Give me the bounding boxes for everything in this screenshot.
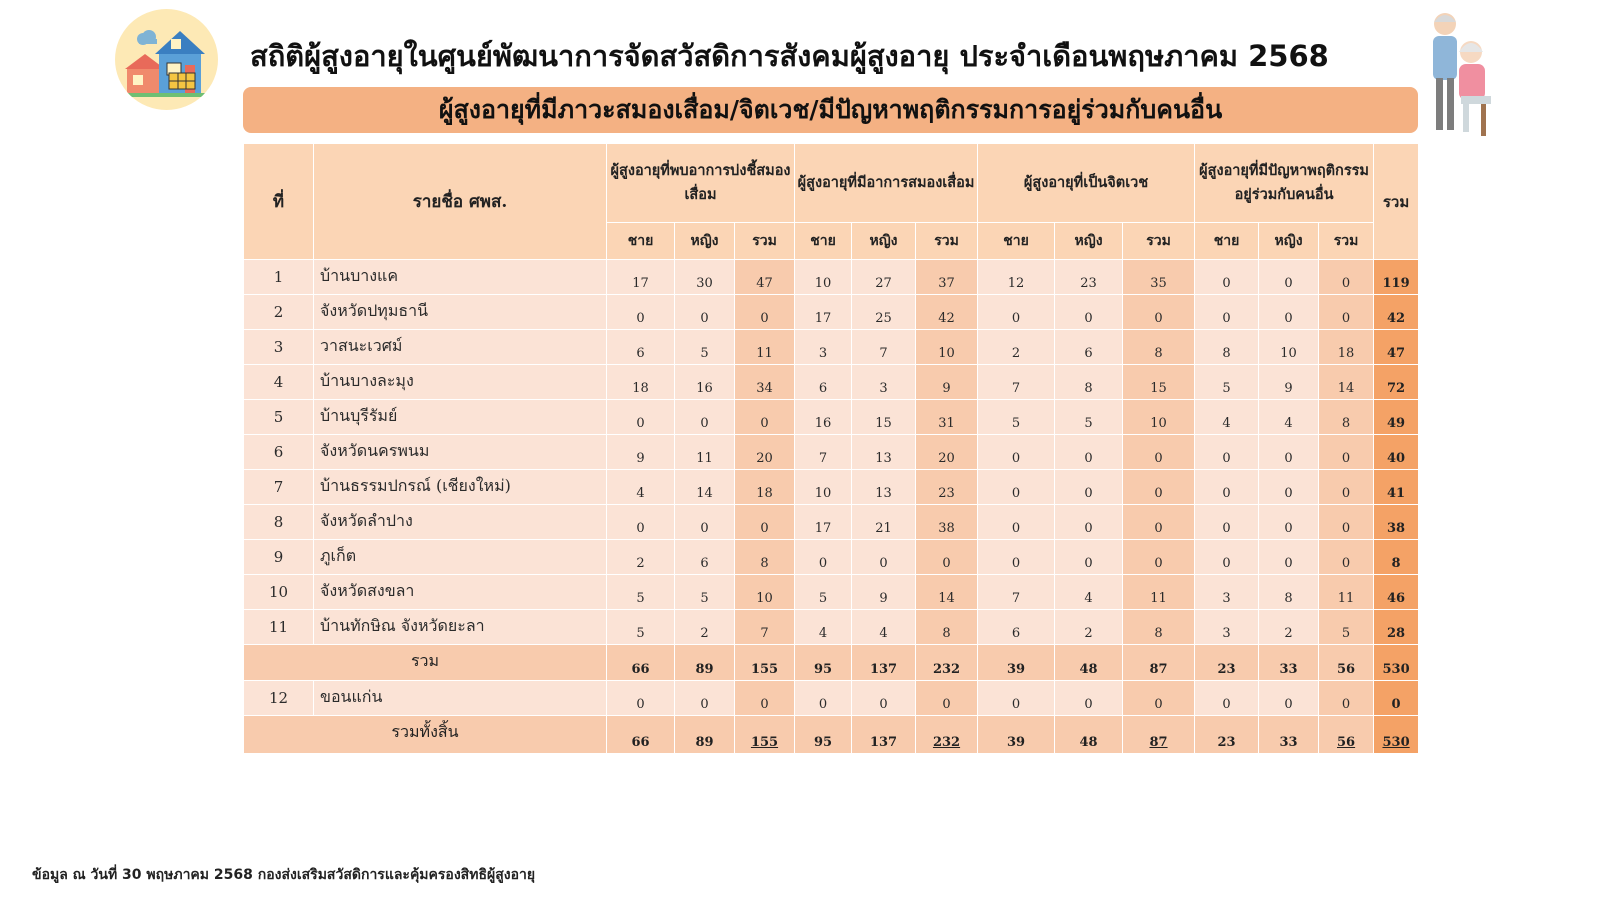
row-total: 40	[1374, 435, 1419, 470]
subheader-sum: รวม	[1319, 223, 1374, 260]
house-logo-icon	[115, 9, 218, 110]
row-value: 8	[1123, 330, 1195, 365]
row-value: 47	[735, 260, 795, 295]
row-value: 0	[1055, 295, 1123, 330]
row-index: 4	[244, 365, 314, 400]
table-row	[244, 330, 1419, 365]
row-value: 0	[607, 681, 675, 716]
row-index: 1	[244, 260, 314, 295]
row-value: 9	[1259, 365, 1319, 400]
table-row	[244, 260, 1419, 295]
row-value: 4	[607, 470, 675, 505]
grand-total-row-value: 232	[916, 716, 978, 754]
row-value: 0	[675, 505, 735, 540]
row-value: 0	[1319, 470, 1374, 505]
row-value: 15	[852, 400, 916, 435]
row-value: 11	[1319, 575, 1374, 610]
row-value: 18	[607, 365, 675, 400]
row-value: 20	[916, 435, 978, 470]
row-value: 2	[607, 540, 675, 575]
row-index: 8	[244, 505, 314, 540]
row-value: 0	[1319, 505, 1374, 540]
row-value: 2	[978, 330, 1055, 365]
row-value: 7	[852, 330, 916, 365]
row-value: 7	[795, 435, 852, 470]
subtotal-row-value: 87	[1123, 645, 1195, 681]
subtotal-row-total: 530	[1374, 645, 1419, 681]
row-value: 8	[735, 540, 795, 575]
row-value: 0	[1123, 470, 1195, 505]
row-index: 10	[244, 575, 314, 610]
row-value: 4	[1055, 575, 1123, 610]
elderly-couple-icon	[1425, 8, 1497, 142]
subtotal-row-value: 95	[795, 645, 852, 681]
row-value: 0	[1195, 435, 1259, 470]
row-value: 0	[607, 505, 675, 540]
row-value: 18	[1319, 330, 1374, 365]
grand-total-row-value: 56	[1319, 716, 1374, 754]
subheader-female: หญิง	[852, 223, 916, 260]
row-total: 47	[1374, 330, 1419, 365]
row-value: 0	[795, 681, 852, 716]
subheader-male: ชาย	[607, 223, 675, 260]
row-value: 0	[735, 505, 795, 540]
row-total: 42	[1374, 295, 1419, 330]
table-row	[244, 505, 1419, 540]
row-value: 9	[916, 365, 978, 400]
row-total: 49	[1374, 400, 1419, 435]
grand-total-row	[244, 716, 1419, 754]
table-row	[244, 295, 1419, 330]
row-value: 0	[1195, 260, 1259, 295]
subheader-sum: รวม	[916, 223, 978, 260]
row-name: วาสนะเวศม์	[314, 330, 607, 365]
grand-total-row-total: 530	[1374, 716, 1419, 754]
row-value: 0	[1319, 295, 1374, 330]
group-header-psychiatric: ผู้สูงอายุที่เป็นจิตเวช	[978, 144, 1195, 223]
subheader-male: ชาย	[795, 223, 852, 260]
row-value: 6	[795, 365, 852, 400]
table-row	[244, 575, 1419, 610]
row-name: จังหวัดลำปาง	[314, 505, 607, 540]
row-value: 0	[1319, 260, 1374, 295]
grand-total-row-value: 39	[978, 716, 1055, 754]
row-value: 0	[1195, 470, 1259, 505]
table-row	[244, 470, 1419, 505]
subtotal-row-value: 232	[916, 645, 978, 681]
subtitle-banner: ผู้สูงอายุที่มีภาวะสมองเสื่อม/จิตเวช/มีปัญหาพฤติกรรมการอยู่ร่วมกับคนอื่น	[243, 87, 1418, 133]
row-name: บ้านบางละมุง	[314, 365, 607, 400]
grand-total-row-value: 48	[1055, 716, 1123, 754]
row-index: 7	[244, 470, 314, 505]
row-value: 0	[978, 470, 1055, 505]
row-value: 2	[1055, 610, 1123, 645]
grand-total-row-value: 23	[1195, 716, 1259, 754]
row-value: 5	[1319, 610, 1374, 645]
row-value: 6	[1055, 330, 1123, 365]
row-value: 0	[978, 540, 1055, 575]
row-value: 0	[607, 400, 675, 435]
row-value: 12	[978, 260, 1055, 295]
row-value: 7	[978, 575, 1055, 610]
row-value: 0	[1259, 540, 1319, 575]
row-value: 5	[675, 575, 735, 610]
row-index: 5	[244, 400, 314, 435]
row-value: 0	[1259, 681, 1319, 716]
subtotal-row-value: 23	[1195, 645, 1259, 681]
row-value: 15	[1123, 365, 1195, 400]
row-value: 0	[735, 295, 795, 330]
row-total: 38	[1374, 505, 1419, 540]
row-value: 5	[978, 400, 1055, 435]
row-value: 3	[1195, 610, 1259, 645]
row-value: 0	[852, 681, 916, 716]
row-value: 10	[1123, 400, 1195, 435]
row-value: 8	[1195, 330, 1259, 365]
row-value: 7	[978, 365, 1055, 400]
footnote: ข้อมูล ณ วันที่ 30 พฤษภาคม 2568 กองส่งเสริมสวัสดิการและคุ้มครองสิทธิผู้สูงอายุ	[32, 867, 536, 883]
row-total: 46	[1374, 575, 1419, 610]
subtotal-row-value: 137	[852, 645, 916, 681]
row-value: 30	[675, 260, 735, 295]
grand-total-row-value: 89	[675, 716, 735, 754]
subtotal-row-value: 48	[1055, 645, 1123, 681]
row-value: 4	[1259, 400, 1319, 435]
row-value: 0	[735, 681, 795, 716]
row-value: 0	[1123, 540, 1195, 575]
row-value: 0	[1259, 295, 1319, 330]
row-name: จังหวัดสงขลา	[314, 575, 607, 610]
row-value: 23	[916, 470, 978, 505]
row-value: 38	[916, 505, 978, 540]
subheader-male: ชาย	[978, 223, 1055, 260]
row-value: 20	[735, 435, 795, 470]
group-header-dementia: ผู้สูงอายุที่มีอาการสมองเสื่อม	[795, 144, 978, 223]
row-total: 41	[1374, 470, 1419, 505]
row-value: 0	[978, 295, 1055, 330]
row-value: 13	[852, 435, 916, 470]
row-index: 9	[244, 540, 314, 575]
row-value: 0	[1319, 435, 1374, 470]
row-total: 119	[1374, 260, 1419, 295]
row-value: 5	[1055, 400, 1123, 435]
row-value: 0	[1195, 681, 1259, 716]
row-value: 0	[1123, 295, 1195, 330]
row-value: 10	[795, 470, 852, 505]
row-index: 2	[244, 295, 314, 330]
row-value: 3	[852, 365, 916, 400]
row-value: 10	[1259, 330, 1319, 365]
row-value: 3	[1195, 575, 1259, 610]
row-value: 4	[1195, 400, 1259, 435]
row-value: 9	[852, 575, 916, 610]
subtotal-row-value: 33	[1259, 645, 1319, 681]
table-row	[244, 435, 1419, 470]
subtotal-row	[244, 645, 1419, 681]
row-value: 5	[795, 575, 852, 610]
row-value: 16	[795, 400, 852, 435]
column-header-name: รายชื่อ ศพส.	[314, 144, 607, 260]
subheader-male: ชาย	[1195, 223, 1259, 260]
row-value: 0	[1055, 505, 1123, 540]
row-value: 42	[916, 295, 978, 330]
row-value: 35	[1123, 260, 1195, 295]
row-value: 8	[1259, 575, 1319, 610]
row-value: 25	[852, 295, 916, 330]
row-value: 0	[1123, 681, 1195, 716]
row-value: 0	[1259, 505, 1319, 540]
subheader-sum: รวม	[735, 223, 795, 260]
row-name: บ้านทักษิณ จังหวัดยะลา	[314, 610, 607, 645]
row-value: 21	[852, 505, 916, 540]
page-title: สถิติผู้สูงอายุในศูนย์พัฒนาการจัดสวัสดิการสังคมผู้สูงอายุ ประจำเดือนพฤษภาคม 2568	[250, 39, 1329, 73]
row-value: 5	[607, 610, 675, 645]
row-value: 0	[978, 681, 1055, 716]
grand-total-row-value: 66	[607, 716, 675, 754]
row-value: 11	[675, 435, 735, 470]
row-value: 0	[1123, 435, 1195, 470]
row-name: จังหวัดนครพนม	[314, 435, 607, 470]
row-value: 0	[735, 400, 795, 435]
row-value: 0	[1259, 470, 1319, 505]
subtotal-row-value: 66	[607, 645, 675, 681]
row-value: 0	[795, 540, 852, 575]
row-value: 0	[1055, 470, 1123, 505]
row-name: บ้านบางแค	[314, 260, 607, 295]
table-row	[244, 540, 1419, 575]
row-value: 5	[1195, 365, 1259, 400]
row-value: 2	[1259, 610, 1319, 645]
subheader-female: หญิง	[1259, 223, 1319, 260]
table-row	[244, 681, 1419, 716]
group-header-dementia-signs: ผู้สูงอายุที่พบอาการบ่งชี้สมองเสื่อม	[607, 144, 795, 223]
row-value: 31	[916, 400, 978, 435]
row-value: 6	[978, 610, 1055, 645]
row-value: 0	[916, 540, 978, 575]
row-name: ขอนแก่น	[314, 681, 607, 716]
row-value: 0	[675, 681, 735, 716]
row-value: 10	[795, 260, 852, 295]
row-name: จังหวัดปทุมธานี	[314, 295, 607, 330]
row-value: 13	[852, 470, 916, 505]
table-row	[244, 365, 1419, 400]
subtotal-row-label: รวม	[244, 645, 607, 681]
row-value: 14	[675, 470, 735, 505]
row-index: 3	[244, 330, 314, 365]
row-value: 0	[1123, 505, 1195, 540]
grand-total-row-value: 137	[852, 716, 916, 754]
row-value: 0	[675, 295, 735, 330]
row-value: 7	[735, 610, 795, 645]
row-value: 0	[1195, 505, 1259, 540]
row-value: 0	[1055, 435, 1123, 470]
row-value: 14	[916, 575, 978, 610]
row-value: 0	[978, 435, 1055, 470]
row-value: 8	[1123, 610, 1195, 645]
row-total: 8	[1374, 540, 1419, 575]
row-value: 23	[1055, 260, 1123, 295]
row-value: 37	[916, 260, 978, 295]
row-value: 10	[916, 330, 978, 365]
row-value: 5	[607, 575, 675, 610]
row-value: 0	[607, 295, 675, 330]
row-value: 3	[795, 330, 852, 365]
grand-total-row-value: 95	[795, 716, 852, 754]
grand-total-row-value: 155	[735, 716, 795, 754]
group-header-behavior: ผู้สูงอายุที่มีปัญหาพฤติกรรมอยู่ร่วมกับคนอื่น	[1195, 144, 1374, 223]
grand-total-row-value: 33	[1259, 716, 1319, 754]
row-value: 17	[795, 295, 852, 330]
row-value: 16	[675, 365, 735, 400]
row-name: บ้านบุรีรัมย์	[314, 400, 607, 435]
table-row	[244, 400, 1419, 435]
row-value: 0	[916, 681, 978, 716]
subtotal-row-value: 39	[978, 645, 1055, 681]
subtotal-row-value: 56	[1319, 645, 1374, 681]
row-value: 8	[1319, 400, 1374, 435]
row-value: 0	[1195, 540, 1259, 575]
row-value: 6	[607, 330, 675, 365]
row-value: 11	[1123, 575, 1195, 610]
row-name: ภูเก็ต	[314, 540, 607, 575]
row-total: 0	[1374, 681, 1419, 716]
row-value: 4	[795, 610, 852, 645]
row-value: 17	[607, 260, 675, 295]
row-value: 0	[1055, 681, 1123, 716]
row-index: 11	[244, 610, 314, 645]
row-value: 14	[1319, 365, 1374, 400]
subheader-female: หญิง	[1055, 223, 1123, 260]
subheader-female: หญิง	[675, 223, 735, 260]
row-value: 27	[852, 260, 916, 295]
row-total: 72	[1374, 365, 1419, 400]
row-index: 12	[244, 681, 314, 716]
row-value: 5	[675, 330, 735, 365]
row-value: 0	[852, 540, 916, 575]
row-value: 0	[1259, 435, 1319, 470]
row-value: 11	[735, 330, 795, 365]
row-value: 0	[1259, 260, 1319, 295]
row-value: 18	[735, 470, 795, 505]
subtotal-row-value: 155	[735, 645, 795, 681]
grand-total-row-label: รวมทั้งสิ้น	[244, 716, 607, 754]
row-value: 0	[1195, 295, 1259, 330]
row-value: 0	[675, 400, 735, 435]
row-value: 6	[675, 540, 735, 575]
subtotal-row-value: 89	[675, 645, 735, 681]
row-value: 4	[852, 610, 916, 645]
row-value: 0	[1319, 681, 1374, 716]
row-value: 10	[735, 575, 795, 610]
table-row	[244, 610, 1419, 645]
row-value: 17	[795, 505, 852, 540]
row-value: 34	[735, 365, 795, 400]
grand-total-row-value: 87	[1123, 716, 1195, 754]
statistics-table	[243, 143, 1419, 754]
row-value: 0	[1319, 540, 1374, 575]
row-index: 6	[244, 435, 314, 470]
row-value: 2	[675, 610, 735, 645]
row-value: 0	[1055, 540, 1123, 575]
row-value: 8	[916, 610, 978, 645]
row-name: บ้านธรรมปกรณ์ (เชียงใหม่)	[314, 470, 607, 505]
row-value: 9	[607, 435, 675, 470]
row-value: 0	[978, 505, 1055, 540]
row-total: 28	[1374, 610, 1419, 645]
column-header-total: รวม	[1374, 144, 1419, 260]
row-value: 8	[1055, 365, 1123, 400]
subheader-sum: รวม	[1123, 223, 1195, 260]
column-header-index: ที่	[244, 144, 314, 260]
